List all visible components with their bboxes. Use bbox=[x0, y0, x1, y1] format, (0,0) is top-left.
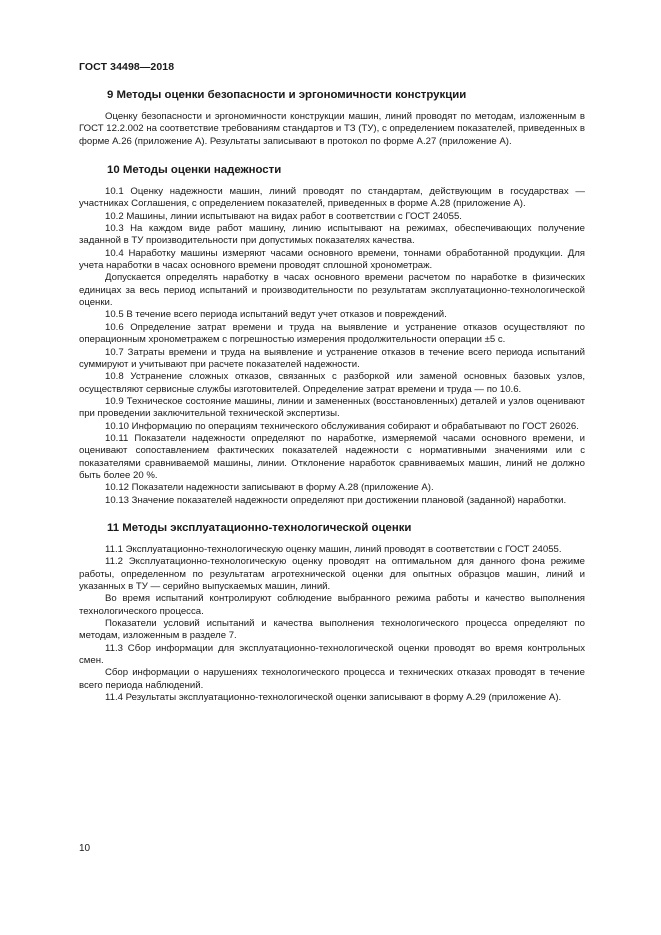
paragraph: 10.3 На каждом виде работ машину, линию испытывают на режимах, обеспечивающих получение заданной в ТУ производительности при допустимых показателях качества. bbox=[79, 223, 585, 247]
paragraph: 10.8 Устранение сложных отказов, связанных с разборкой или заменой основных базовых узлов, осуществляют сервисные службы изготовителей. Определение затрат времени и труда — по 10.6. bbox=[79, 371, 585, 395]
paragraph: Сбор информации о нарушениях технологического процесса и технических отказах проводят в течение всего периода наблюдений. bbox=[79, 667, 585, 691]
paragraph: Показатели условий испытаний и качества выполнения технологического процесса определяют по методам, изложенным в разделе 7. bbox=[79, 618, 585, 642]
paragraph: 10.4 Наработку машины измеряют часами основного времени, тоннами обработанной продукции. Для учета наработки в часах основного времени проводят сплошной хронометраж. bbox=[79, 247, 585, 272]
page-content bbox=[79, 88, 585, 704]
paragraph: 10.11 Показатели надежности определяют по наработке, измеряемой часами основного времени, и оценивают сопоставлением фактических показателей надежности с нормативными значениями или с показателями сравниваемой машины, линии. Отклонение наработок сравниваемых машин, линий не должно быть более 20 %. bbox=[79, 432, 585, 481]
paragraph: 11.4 Результаты эксплуатационно-технологической оценки записывают в форму А.29 (приложение А). bbox=[105, 692, 562, 704]
paragraph: 10.2 Машины, линии испытывают на видах работ в соответствии с ГОСТ 24055. bbox=[105, 210, 462, 222]
paragraph: 10.12 Показатели надежности записывают в форму А.28 (приложение А). bbox=[105, 482, 434, 494]
document-header: ГОСТ 34498—2018 bbox=[79, 61, 175, 73]
section-heading: 9 Методы оценки безопасности и эргономичности конструкции bbox=[107, 89, 467, 101]
paragraph: 10.1 Оценку надежности машин, линий проводят по стандартам, действующим в государствах — участниках Соглашения, с определением показателей, приведенных в форме А.28 (приложение А). bbox=[79, 186, 585, 210]
paragraph: 11.3 Сбор информации для эксплуатационно-технологической оценки проводят во время контрольных смен. bbox=[79, 642, 585, 667]
section-11 bbox=[79, 521, 585, 704]
paragraph: Допускается определять наработку в часах основного времени расчетом по наработке в физических единицах за весь период испытаний и производительности по результатам эксплуатационно-технологической оценки. bbox=[79, 272, 585, 309]
page-number: 10 bbox=[79, 843, 91, 854]
paragraph: Во время испытаний контролируют соблюдение выбранного режима работы и качество выполнения технологического процесса. bbox=[79, 593, 585, 617]
paragraph: 11.1 Эксплуатационно-технологическую оценку машин, линий проводят в соответствии с ГОСТ 24055. bbox=[105, 543, 562, 555]
paragraph: 10.6 Определение затрат времени и труда на выявление и устранение отказов осуществляют по операционным хронометражем с погрешностью измерения продолжительности операции ±5 с. bbox=[79, 321, 585, 346]
section-heading: 10 Методы оценки надежности bbox=[107, 164, 282, 177]
paragraph: 10.13 Значение показателей надежности определяют при достижении плановой (заданной) наработки. bbox=[105, 494, 567, 506]
section-10 bbox=[79, 163, 585, 507]
paragraph: 10.9 Техническое состояние машины, линии и замененных (восстановленных) деталей и узлов оценивают при проведении заключительной технической экспертизы. bbox=[79, 395, 585, 420]
section-heading: 11 Методы эксплуатационно-технологической оценки bbox=[107, 521, 412, 534]
paragraph: 10.7 Затраты времени и труда на выявление и устранение отказов в течение всего периода испытаний суммируют и учитывают при расчете показателей надежности. bbox=[79, 346, 585, 370]
paragraph: 10.10 Информацию по операциям технического обслуживания собирают и обрабатывают по ГОСТ 26026. bbox=[105, 420, 579, 432]
paragraph: Оценку безопасности и эргономичности конструкции машин, линий проводят по методам, изложенным в ГОСТ 12.2.002 на соответствие требованиям стандартов и ТЗ (ТУ), с определением показателей, приведенных в форме А.26 (приложение А). Результаты записывают в протокол по форме А.27 (приложение А). bbox=[79, 111, 585, 147]
paragraph: 10.5 В течение всего периода испытаний ведут учет отказов и повреждений. bbox=[105, 309, 447, 321]
section-9 bbox=[79, 88, 585, 148]
paragraph: 11.2 Эксплуатационно-технологическую оценку проводят на оптимальном для данного фона режиме работы, определенном по результатам агротехнической оценки для опытных образцов машин, линий и указанных в ТУ — серийно выпускаемых машин, линий. bbox=[79, 556, 585, 592]
